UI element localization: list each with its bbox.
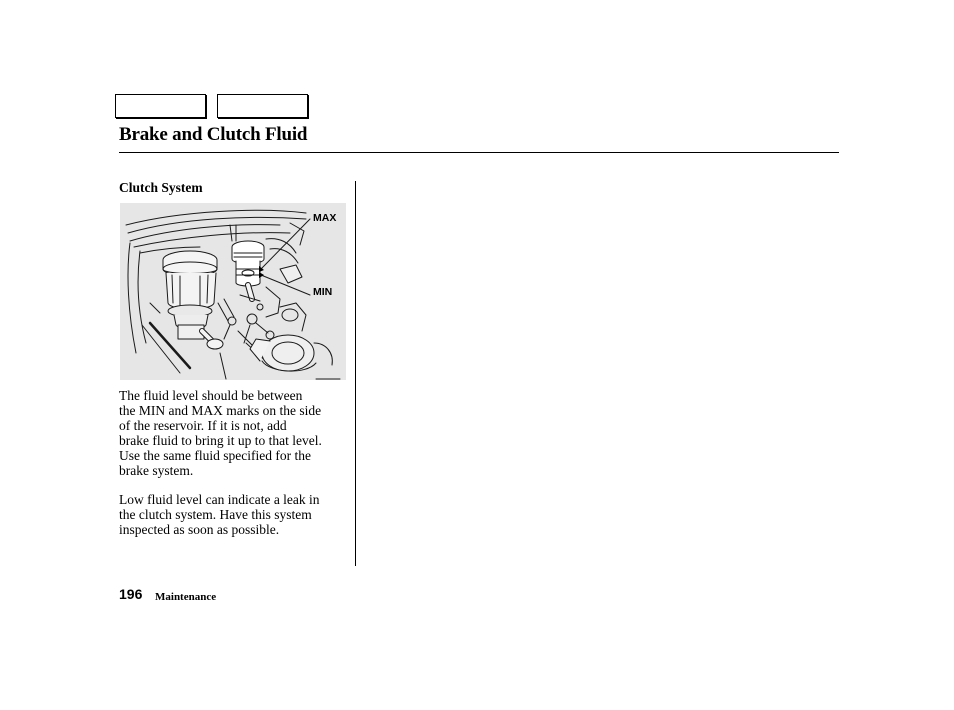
body-paragraph: Low fluid level can indicate a leak in the clutch system. Have this system inspected as soon as possible. — [119, 492, 320, 537]
section-heading: Clutch System — [119, 180, 203, 195]
max-mark-label: MAX — [313, 212, 337, 224]
page-number: 196 — [119, 586, 143, 602]
column-divider — [355, 181, 356, 566]
footer-section-name: Maintenance — [155, 591, 217, 603]
min-mark-label: MIN — [313, 286, 333, 298]
body-paragraph: The fluid level should be between the MIN and MAX marks on the side of the reservoir. If it is not, add brake fluid to bring it up to that level. Use the same fluid specified for the brake system. — [119, 388, 322, 478]
title-rule — [119, 152, 839, 153]
page-title: Brake and Clutch Fluid — [119, 124, 308, 145]
previous-page-button[interactable] — [115, 94, 206, 118]
clutch-reservoir-illustration — [120, 203, 346, 380]
next-page-button[interactable] — [217, 94, 308, 118]
